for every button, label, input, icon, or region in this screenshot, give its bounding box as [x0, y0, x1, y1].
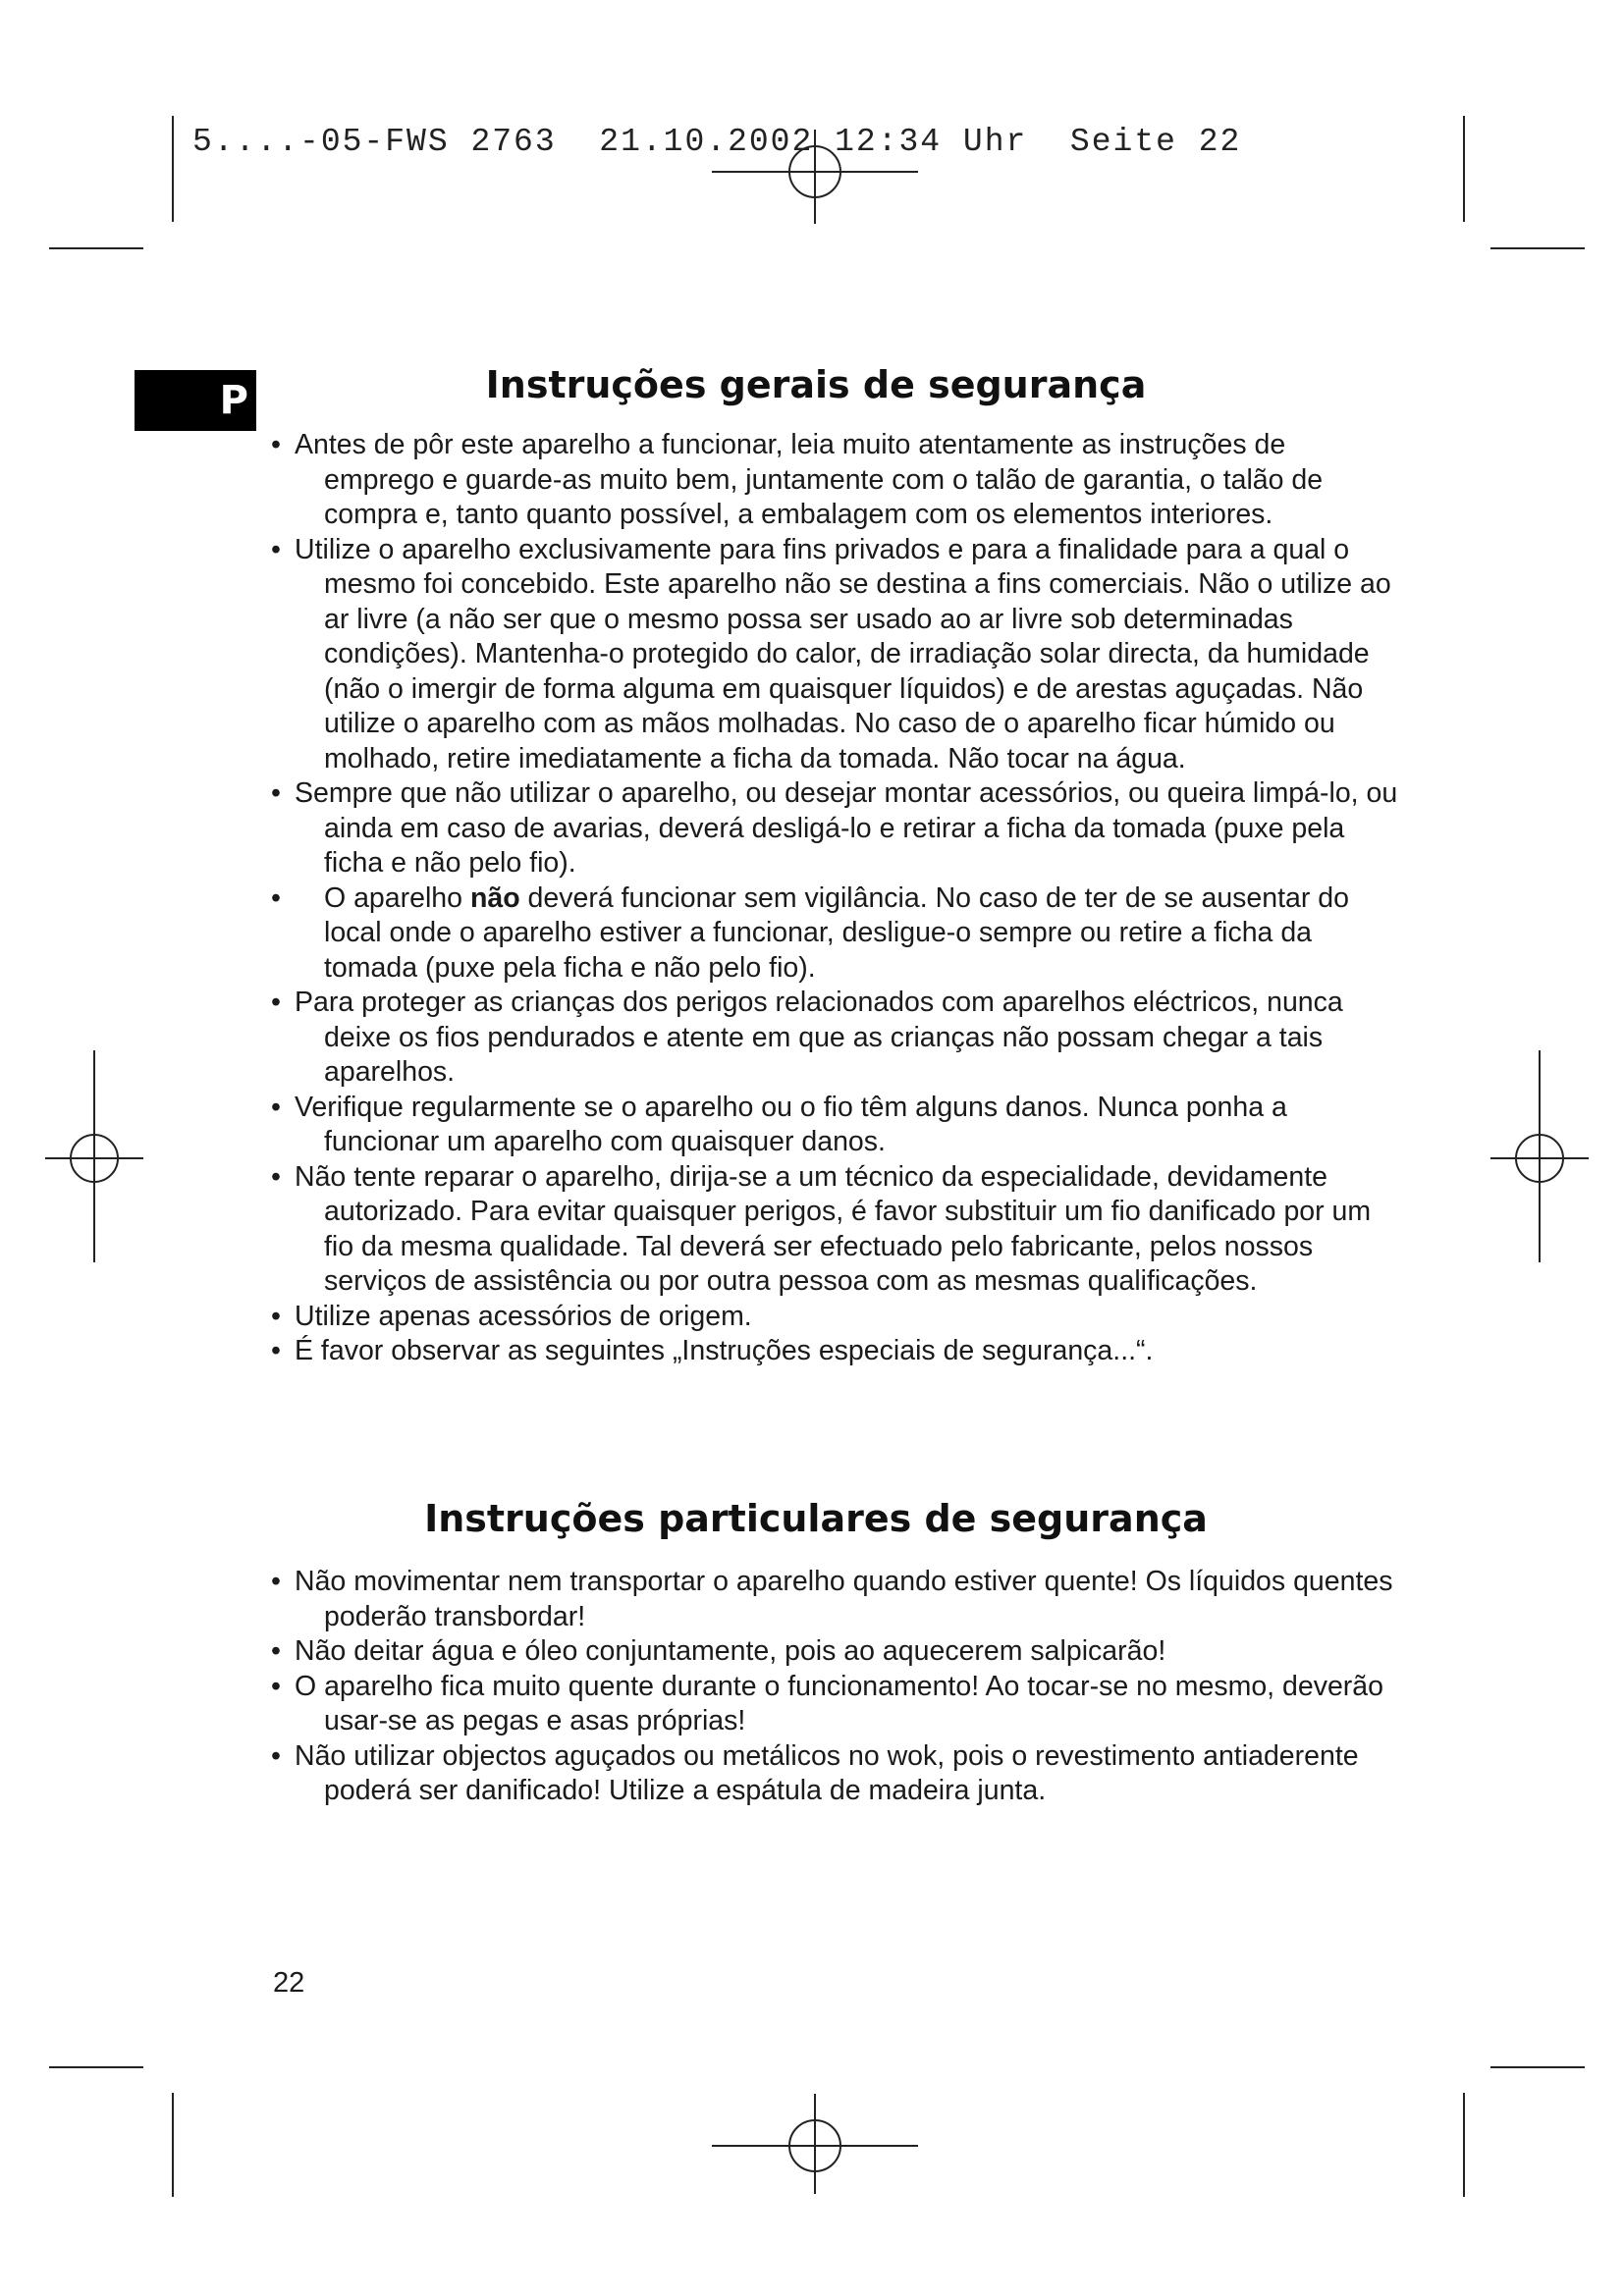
- list-item: • O aparelho fica muito quente durante o funcionamento! Ao tocar-se no mesmo, deverão usar-se as pegas e asas próprias!: [271, 1670, 1383, 1736]
- print-header: 5....-05-FWS 2763 21.10.2002 12:34 Uhr Seite 22: [192, 124, 1242, 160]
- bullet: •: [271, 987, 281, 1018]
- list-item: • Não movimentar nem transportar o aparelho quando estiver quente! Os líquidos quentes poderão transbordar!: [271, 1566, 1393, 1632]
- bullet: •: [271, 777, 281, 809]
- crop-mark-top-left-vertical: [172, 116, 174, 222]
- list-item: • Verifique regularmente se o aparelho ou o fio têm alguns danos. Nunca ponha a funcionar um aparelho com quaisquer danos.: [271, 1091, 1287, 1157]
- list-item: • Não utilizar objectos aguçados ou metálicos no wok, pois o revestimento antiaderente poderá ser danificado! Utilize a espátula de madeira junta.: [271, 1739, 1359, 1806]
- page-number: 22: [273, 1967, 305, 1999]
- bullet: •: [271, 533, 281, 565]
- list-item: • Não deitar água e óleo conjuntamente, pois ao aquecerem salpicarão!: [271, 1634, 1400, 1670]
- crop-mark-bottom-right-vertical: [1463, 2093, 1465, 2197]
- crop-mark-bottom-left-horizontal: [49, 2066, 143, 2068]
- bullet: •: [271, 881, 281, 914]
- list-item-unattended: • O aparelho não deverá funcionar sem vigilância. No caso de ter de se ausentar do local onde o aparelho estiver a funcionar, desligue-o sempre ou retire a ficha da tomada (puxe pela ficha e não pelo fio).: [271, 881, 1350, 984]
- language-tab: P: [135, 370, 256, 431]
- bullet: •: [271, 1300, 281, 1332]
- registration-mark-right-icon: [1490, 1050, 1589, 1262]
- crop-mark-bottom-left-vertical: [172, 2093, 174, 2197]
- registration-mark-left-icon: [45, 1050, 143, 1262]
- list-item: • Utilize apenas acessórios de origem.: [271, 1300, 1400, 1335]
- bullet: •: [271, 1670, 281, 1702]
- general-safety-list: [271, 428, 1400, 1369]
- particular-safety-list: [271, 1565, 1400, 1809]
- bullet: •: [271, 1635, 281, 1667]
- list-item: • Sempre que não utilizar o aparelho, ou desejar montar acessórios, ou queira limpá-lo, ou ainda em caso de avarias, deverá desligá-lo e retirar a ficha da tomada (puxe pela ficha e não pelo fio).: [271, 777, 1398, 879]
- list-item: • Não tente reparar o aparelho, dirija-se a um técnico da especialidade, devidamente autorizado. Para evitar quaisquer perigos, é favor substituir um fio danificado por um fio da mesma qualidade. Tal deverá ser efectuado pelo fabricante, pelos nossos serviços de assistência ou por outra pessoa com as mesmas qualificações.: [271, 1160, 1372, 1297]
- bullet: •: [271, 1335, 281, 1366]
- list-item: • Para proteger as crianças dos perigos relacionados com aparelhos eléctricos, nunca deixe os fios pendurados e atente em que as crianças não possam chegar a tais aparelhos.: [271, 987, 1343, 1088]
- crop-mark-top-left-horizontal: [49, 247, 143, 249]
- crop-mark-top-right-vertical: [1463, 116, 1465, 222]
- bullet: •: [271, 429, 281, 460]
- list-item: • Antes de pôr este aparelho a funcionar, leia muito atentamente as instruções de emprego e guarde-as muito bem, juntamente com o talão de garantia, o talão de compra e, tanto quanto possível, a embalagem com os elementos interiores.: [271, 429, 1324, 530]
- registration-mark-bottom-icon: [712, 2094, 918, 2194]
- bullet: •: [271, 1091, 281, 1123]
- registration-mark-top-icon: [712, 130, 918, 224]
- general-safety-title: Instruções gerais de segurança: [485, 363, 1147, 406]
- bullet: •: [271, 1566, 281, 1597]
- crop-mark-top-right-horizontal: [1490, 247, 1585, 249]
- list-item: • É favor observar as seguintes „Instruções especiais de segurança...“.: [271, 1334, 1400, 1369]
- list-item: • Utilize o aparelho exclusivamente para fins privados e para a finalidade para a qual o mesmo foi concebido. Este aparelho não se destina a fins comerciais. Não o utilize ao ar livre (a não ser que o mesmo possa ser usado ao ar livre sob determinadas condições). Mantenha-o protegido do calor, de irradiação solar directa, da humidade (não o imergir de forma alguma em quaisquer líquidos) e de arestas aguçadas. Não utilize o aparelho com as mãos molhadas. No caso de o aparelho ficar húmido ou molhado, retire imediatamente a ficha da tomada. Não tocar na água.: [271, 533, 1391, 774]
- bullet: •: [271, 1739, 281, 1772]
- bullet: •: [271, 1160, 281, 1193]
- crop-mark-bottom-right-horizontal: [1490, 2066, 1585, 2068]
- particular-safety-title: Instruções particulares de segurança: [424, 1497, 1208, 1540]
